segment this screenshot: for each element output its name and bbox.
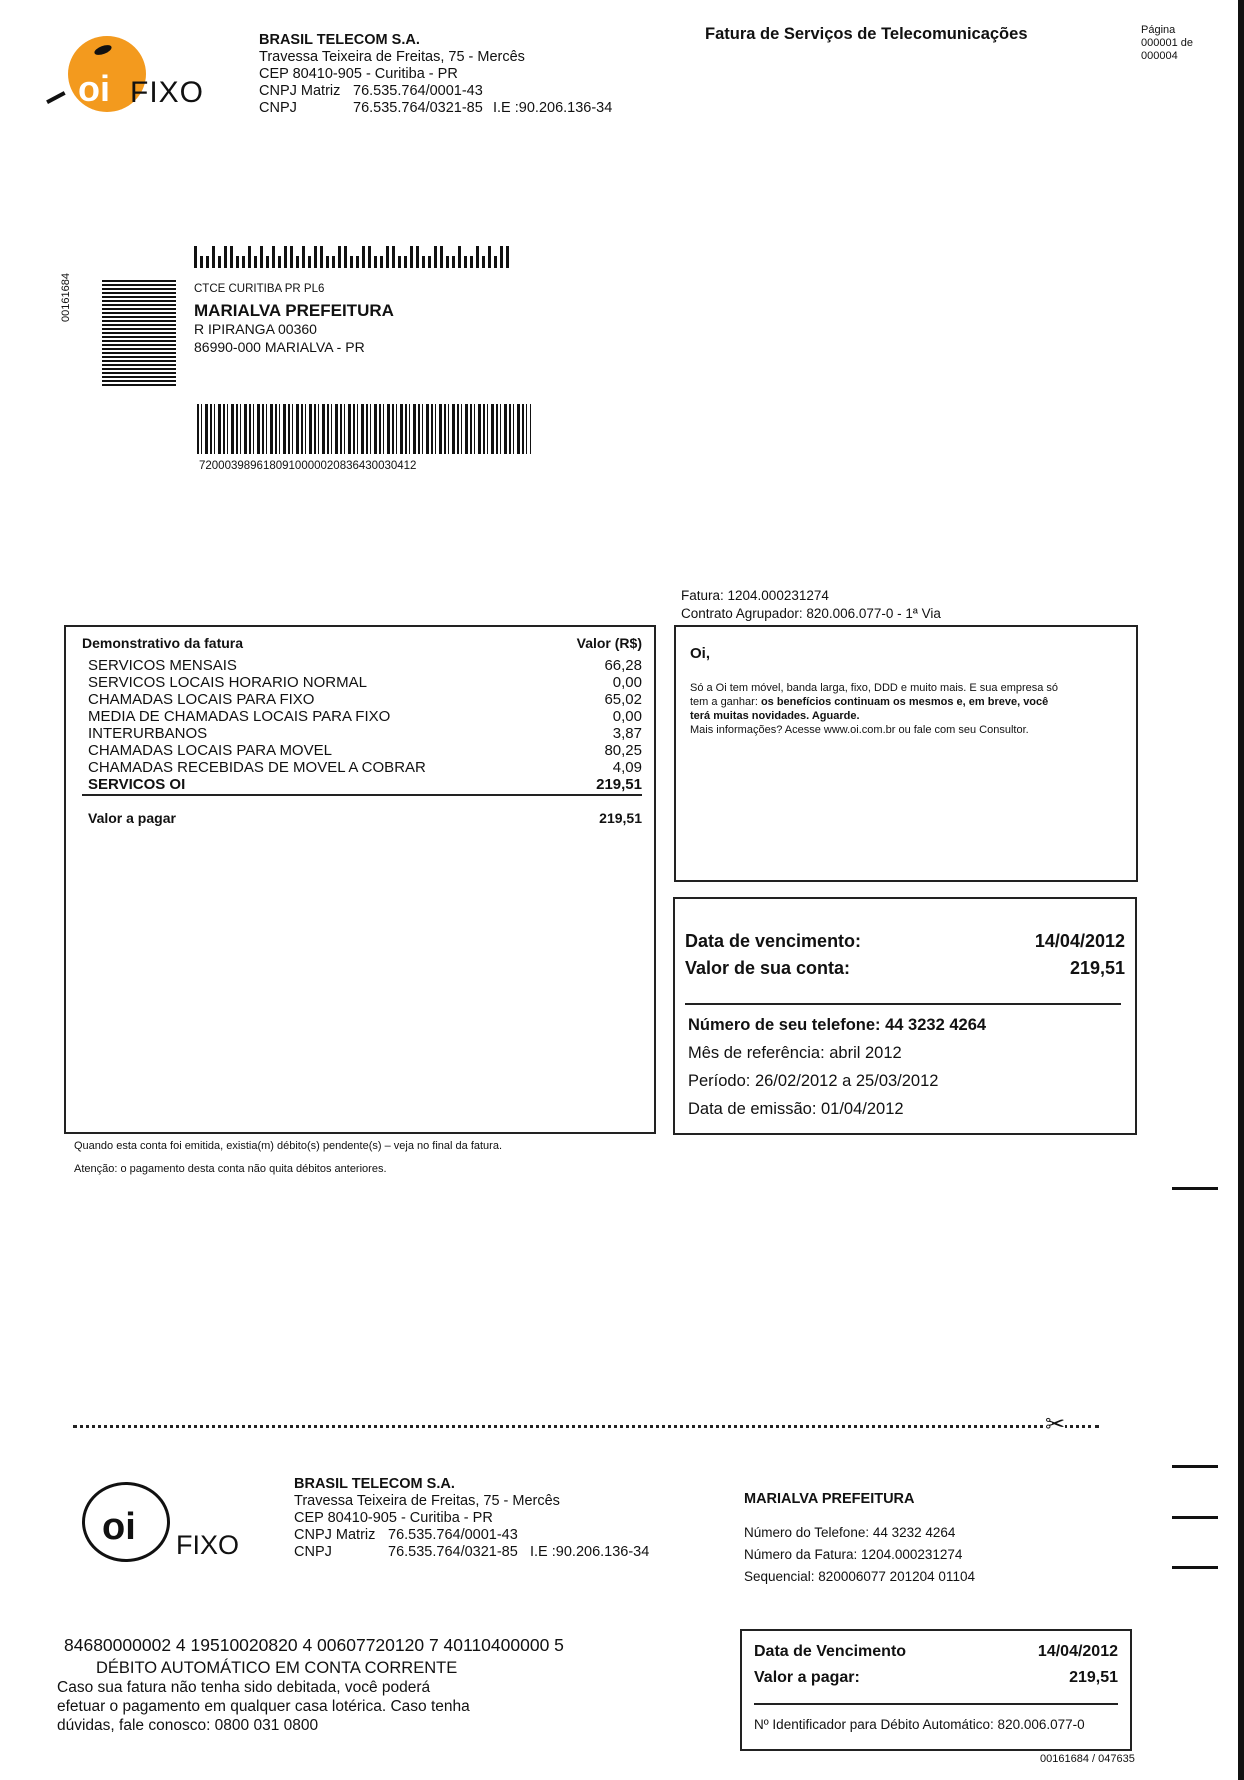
subtotal-row <box>82 776 642 796</box>
amount-label: Valor de sua conta: <box>685 958 851 978</box>
page-info <box>1141 24 1193 63</box>
debit-text-2: efetuar o pagamento em qualquer casa lotérica. Caso tenha <box>57 1698 470 1715</box>
promo-line-3: terá muitas novidades. Aguarde. <box>690 710 860 722</box>
recipient-name: MARIALVA PREFEITURA <box>194 301 394 320</box>
value-header: Valor (R$) <box>576 635 642 651</box>
statement-box <box>64 625 656 1134</box>
statement-items <box>82 657 642 776</box>
statement-item <box>88 674 642 691</box>
margin-tick <box>1172 1516 1218 1519</box>
promo-line-1: Só a Oi tem móvel, banda larga, fixo, DDD e muito mais. E sua empresa só <box>690 682 1059 694</box>
oi-fixo-logo-outline <box>80 1476 250 1566</box>
document-title: Fatura de Serviços de Telecomunicações <box>705 25 1028 43</box>
inscricao-estadual: I.E :90.206.136-34 <box>493 100 613 116</box>
side-barcode <box>102 280 176 388</box>
stub-payment-box <box>740 1629 1132 1751</box>
contract-number: Contrato Agrupador: 820.006.077-0 - 1ª Via <box>681 606 941 621</box>
recipient-city: 86990-000 MARIALVA - PR <box>194 339 365 355</box>
statement-item <box>88 657 642 674</box>
billing-period: Período: 26/02/2012 a 25/03/2012 <box>688 1072 939 1090</box>
cnpj-matriz: 76.535.764/0001-43 <box>388 1527 518 1543</box>
subtotal-value: 219,51 <box>596 776 642 793</box>
summary-divider <box>685 1003 1121 1005</box>
debit-text-3: dúvidas, fale conosco: 0800 031 0800 <box>57 1717 319 1734</box>
invoice-reference <box>681 587 941 623</box>
logo-fixo-text: FIXO <box>130 76 205 109</box>
total-row <box>82 810 642 827</box>
pending-note: Quando esta conta foi emitida, existia(m) débito(s) pendente(s) – veja no final da fatura. <box>74 1140 503 1152</box>
postal-barcode <box>194 246 524 268</box>
company-info <box>259 32 639 117</box>
promo-greeting: Oi, <box>690 645 711 662</box>
statement-item <box>88 691 642 708</box>
stub-auto-debit-id: Nº Identificador para Débito Automático: 820.006.077-0 <box>754 1717 1085 1732</box>
total-value: 219,51 <box>599 810 642 826</box>
summary-box <box>673 897 1137 1135</box>
amount-row <box>685 958 1125 979</box>
statement-title: Demonstrativo da fatura <box>82 635 244 651</box>
company-name: BRASIL TELECOM S.A. <box>294 1476 455 1492</box>
stub-due-row <box>754 1643 1118 1661</box>
statement-item-value: 0,00 <box>612 674 642 691</box>
due-date-label: Data de vencimento: <box>685 931 862 951</box>
stub-amount-row <box>754 1669 1118 1687</box>
footer-code: 00161684 / 047635 <box>1040 1753 1135 1765</box>
side-code: 00161684 <box>60 273 72 322</box>
stub-due-label: Data de Vencimento <box>754 1643 907 1660</box>
debit-text <box>57 1678 470 1735</box>
margin-tick <box>1172 1187 1218 1190</box>
due-date-value: 14/04/2012 <box>1034 931 1125 951</box>
statement-item-label: CHAMADAS RECEBIDAS DE MOVEL A COBRAR <box>88 759 426 776</box>
promo-box <box>674 625 1138 882</box>
stub-invoice: Número da Fatura: 1204.000231274 <box>744 1547 963 1562</box>
statement-item-label: SERVICOS LOCAIS HORARIO NORMAL <box>88 674 367 691</box>
main-barcode <box>197 404 531 454</box>
inscricao-estadual: I.E :90.206.136-34 <box>530 1544 650 1560</box>
due-date-row <box>685 931 1125 952</box>
page-label: Página <box>1141 24 1176 36</box>
page-edge <box>1238 0 1244 1780</box>
stub-client-info <box>744 1488 975 1588</box>
logo-fixo-text: FIXO <box>176 1530 240 1560</box>
cnpj-matriz: 76.535.764/0001-43 <box>353 83 483 99</box>
debit-text-1: Caso sua fatura não tenha sido debitada, você poderá <box>57 1679 431 1696</box>
statement-item-value: 65,02 <box>604 691 642 708</box>
stub-amount-value: 219,51 <box>1069 1669 1118 1686</box>
recipient-street: R IPIRANGA 00360 <box>194 321 317 337</box>
statement-item-label: CHAMADAS LOCAIS PARA FIXO <box>88 691 315 708</box>
statement-item-value: 3,87 <box>612 725 642 742</box>
phone-number: Número de seu telefone: 44 3232 4264 <box>688 1016 987 1034</box>
company-name: BRASIL TELECOM S.A. <box>259 32 420 48</box>
statement-item-value: 80,25 <box>604 742 642 759</box>
cnpj-matriz-label: CNPJ Matriz <box>294 1527 376 1543</box>
company-cep: CEP 80410-905 - Curitiba - PR <box>294 1510 493 1526</box>
debit-title: DÉBITO AUTOMÁTICO EM CONTA CORRENTE <box>96 1659 458 1677</box>
statement-item <box>88 742 642 759</box>
stub-company-info <box>294 1476 694 1561</box>
statement-item-value: 66,28 <box>604 657 642 674</box>
stub-sequence: Sequencial: 820006077 201204 01104 <box>744 1569 975 1584</box>
page-current: 000001 de <box>1141 37 1193 49</box>
stub-amount-label: Valor a pagar: <box>754 1669 860 1686</box>
promo-line-2 <box>690 695 1122 709</box>
statement-item <box>88 708 642 725</box>
statement-item <box>88 725 642 742</box>
total-label: Valor a pagar <box>88 810 176 826</box>
issue-date: Data de emissão: 01/04/2012 <box>688 1100 904 1118</box>
invoice-number: Fatura: 1204.000231274 <box>681 588 829 603</box>
recipient-address <box>194 280 394 356</box>
company-address: Travessa Teixeira de Freitas, 75 - Mercês <box>259 49 525 65</box>
cnpj: 76.535.764/0321-85 <box>388 1544 518 1560</box>
digitable-line: 84680000002 4 19510020820 4 00607720120 7 40110400000 5 <box>64 1635 564 1655</box>
statement-item-label: CHAMADAS LOCAIS PARA MOVEL <box>88 742 332 759</box>
promo-line-2b: os benefícios continuam os mesmos e, em breve, você <box>760 696 1049 708</box>
statement-item-label: MEDIA DE CHAMADAS LOCAIS PARA FIXO <box>88 708 391 725</box>
logo-swoosh-icon <box>42 84 65 104</box>
statement-item-value: 4,09 <box>612 759 642 776</box>
margin-tick <box>1172 1566 1218 1569</box>
stub-due-value: 14/04/2012 <box>1037 1643 1118 1660</box>
logo-oi-text: oi <box>78 68 110 109</box>
margin-tick <box>1172 1465 1218 1468</box>
cnpj-matriz-label: CNPJ Matriz <box>259 83 341 99</box>
company-address: Travessa Teixeira de Freitas, 75 - Mercês <box>294 1493 560 1509</box>
statement-item-label: INTERURBANOS <box>88 725 208 742</box>
cut-line <box>73 1425 1099 1428</box>
attention-note: Atenção: o pagamento desta conta não quita débitos anteriores. <box>74 1163 387 1175</box>
cnpj-label: CNPJ <box>294 1544 332 1560</box>
logo-oi-text: oi <box>102 1506 136 1548</box>
cnpj-label: CNPJ <box>259 100 297 116</box>
stub-divider <box>754 1703 1118 1705</box>
statement-item-label: SERVICOS MENSAIS <box>88 657 237 674</box>
page-total: 000004 <box>1141 50 1178 62</box>
stub-phone: Número do Telefone: 44 3232 4264 <box>744 1525 956 1540</box>
stub-client-name: MARIALVA PREFEITURA <box>744 1491 915 1507</box>
amount-value: 219,51 <box>1069 958 1125 978</box>
statement-item <box>88 759 642 776</box>
route-code: CTCE CURITIBA PR PL6 <box>194 283 325 295</box>
statement-item-value: 0,00 <box>612 708 642 725</box>
barcode-number: 7200039896180910000020836430030412 <box>199 460 417 472</box>
subtotal-label: SERVICOS OI <box>88 776 186 793</box>
promo-line-2a: tem a ganhar: <box>690 696 761 708</box>
oi-fixo-logo <box>44 32 204 116</box>
cnpj: 76.535.764/0321-85 <box>353 100 483 116</box>
promo-line-4: Mais informações? Acesse www.oi.com.br ou fale com seu Consultor. <box>690 724 1029 736</box>
scissors-icon: ✂ <box>1045 1411 1066 1438</box>
company-cep: CEP 80410-905 - Curitiba - PR <box>259 66 458 82</box>
reference-month: Mês de referência: abril 2012 <box>688 1044 902 1062</box>
